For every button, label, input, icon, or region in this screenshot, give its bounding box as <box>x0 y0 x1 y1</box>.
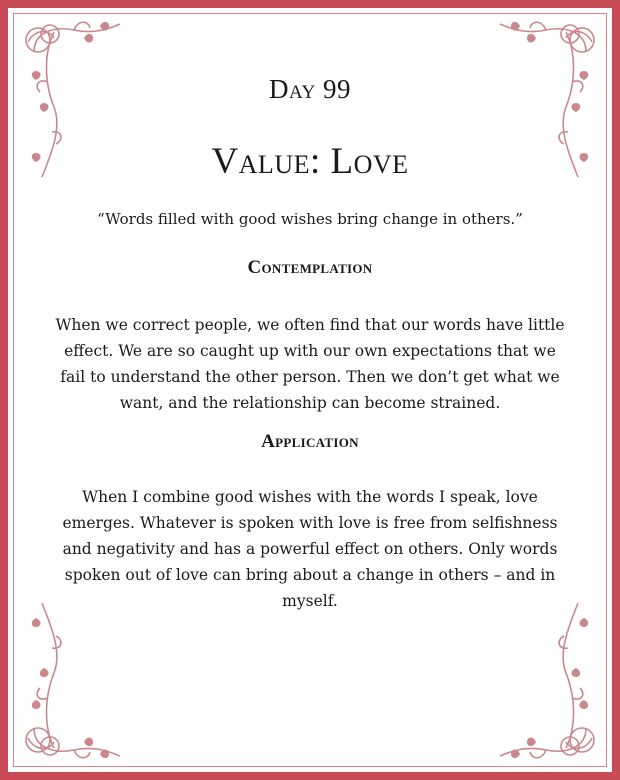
floral-corner-ornament-icon <box>14 598 124 768</box>
floral-corner-ornament-icon <box>496 598 606 768</box>
day-title: Day 99 <box>269 74 351 104</box>
section-heading-application: Application <box>261 431 359 452</box>
value-title: Value: Love <box>211 141 409 182</box>
quote: “Words filled with good wishes bring change in others.” <box>97 210 523 228</box>
section-text-contemplation: When we correct people, we often find that our words have little effect. We are so caught up with our own expectations that we fail to understand the other person. Then we don’t get what we want, and the relationship can become strained. <box>55 316 565 412</box>
section-text-application: When I combine good wishes with the words I speak, love emerges. Whatever is spoken with love is free from selfishness and negativity and has a powerful effect on others. Only words spoken out of love can bring about a change in others – and in myself. <box>62 488 558 610</box>
section-heading-contemplation: Contemplation <box>247 257 373 278</box>
